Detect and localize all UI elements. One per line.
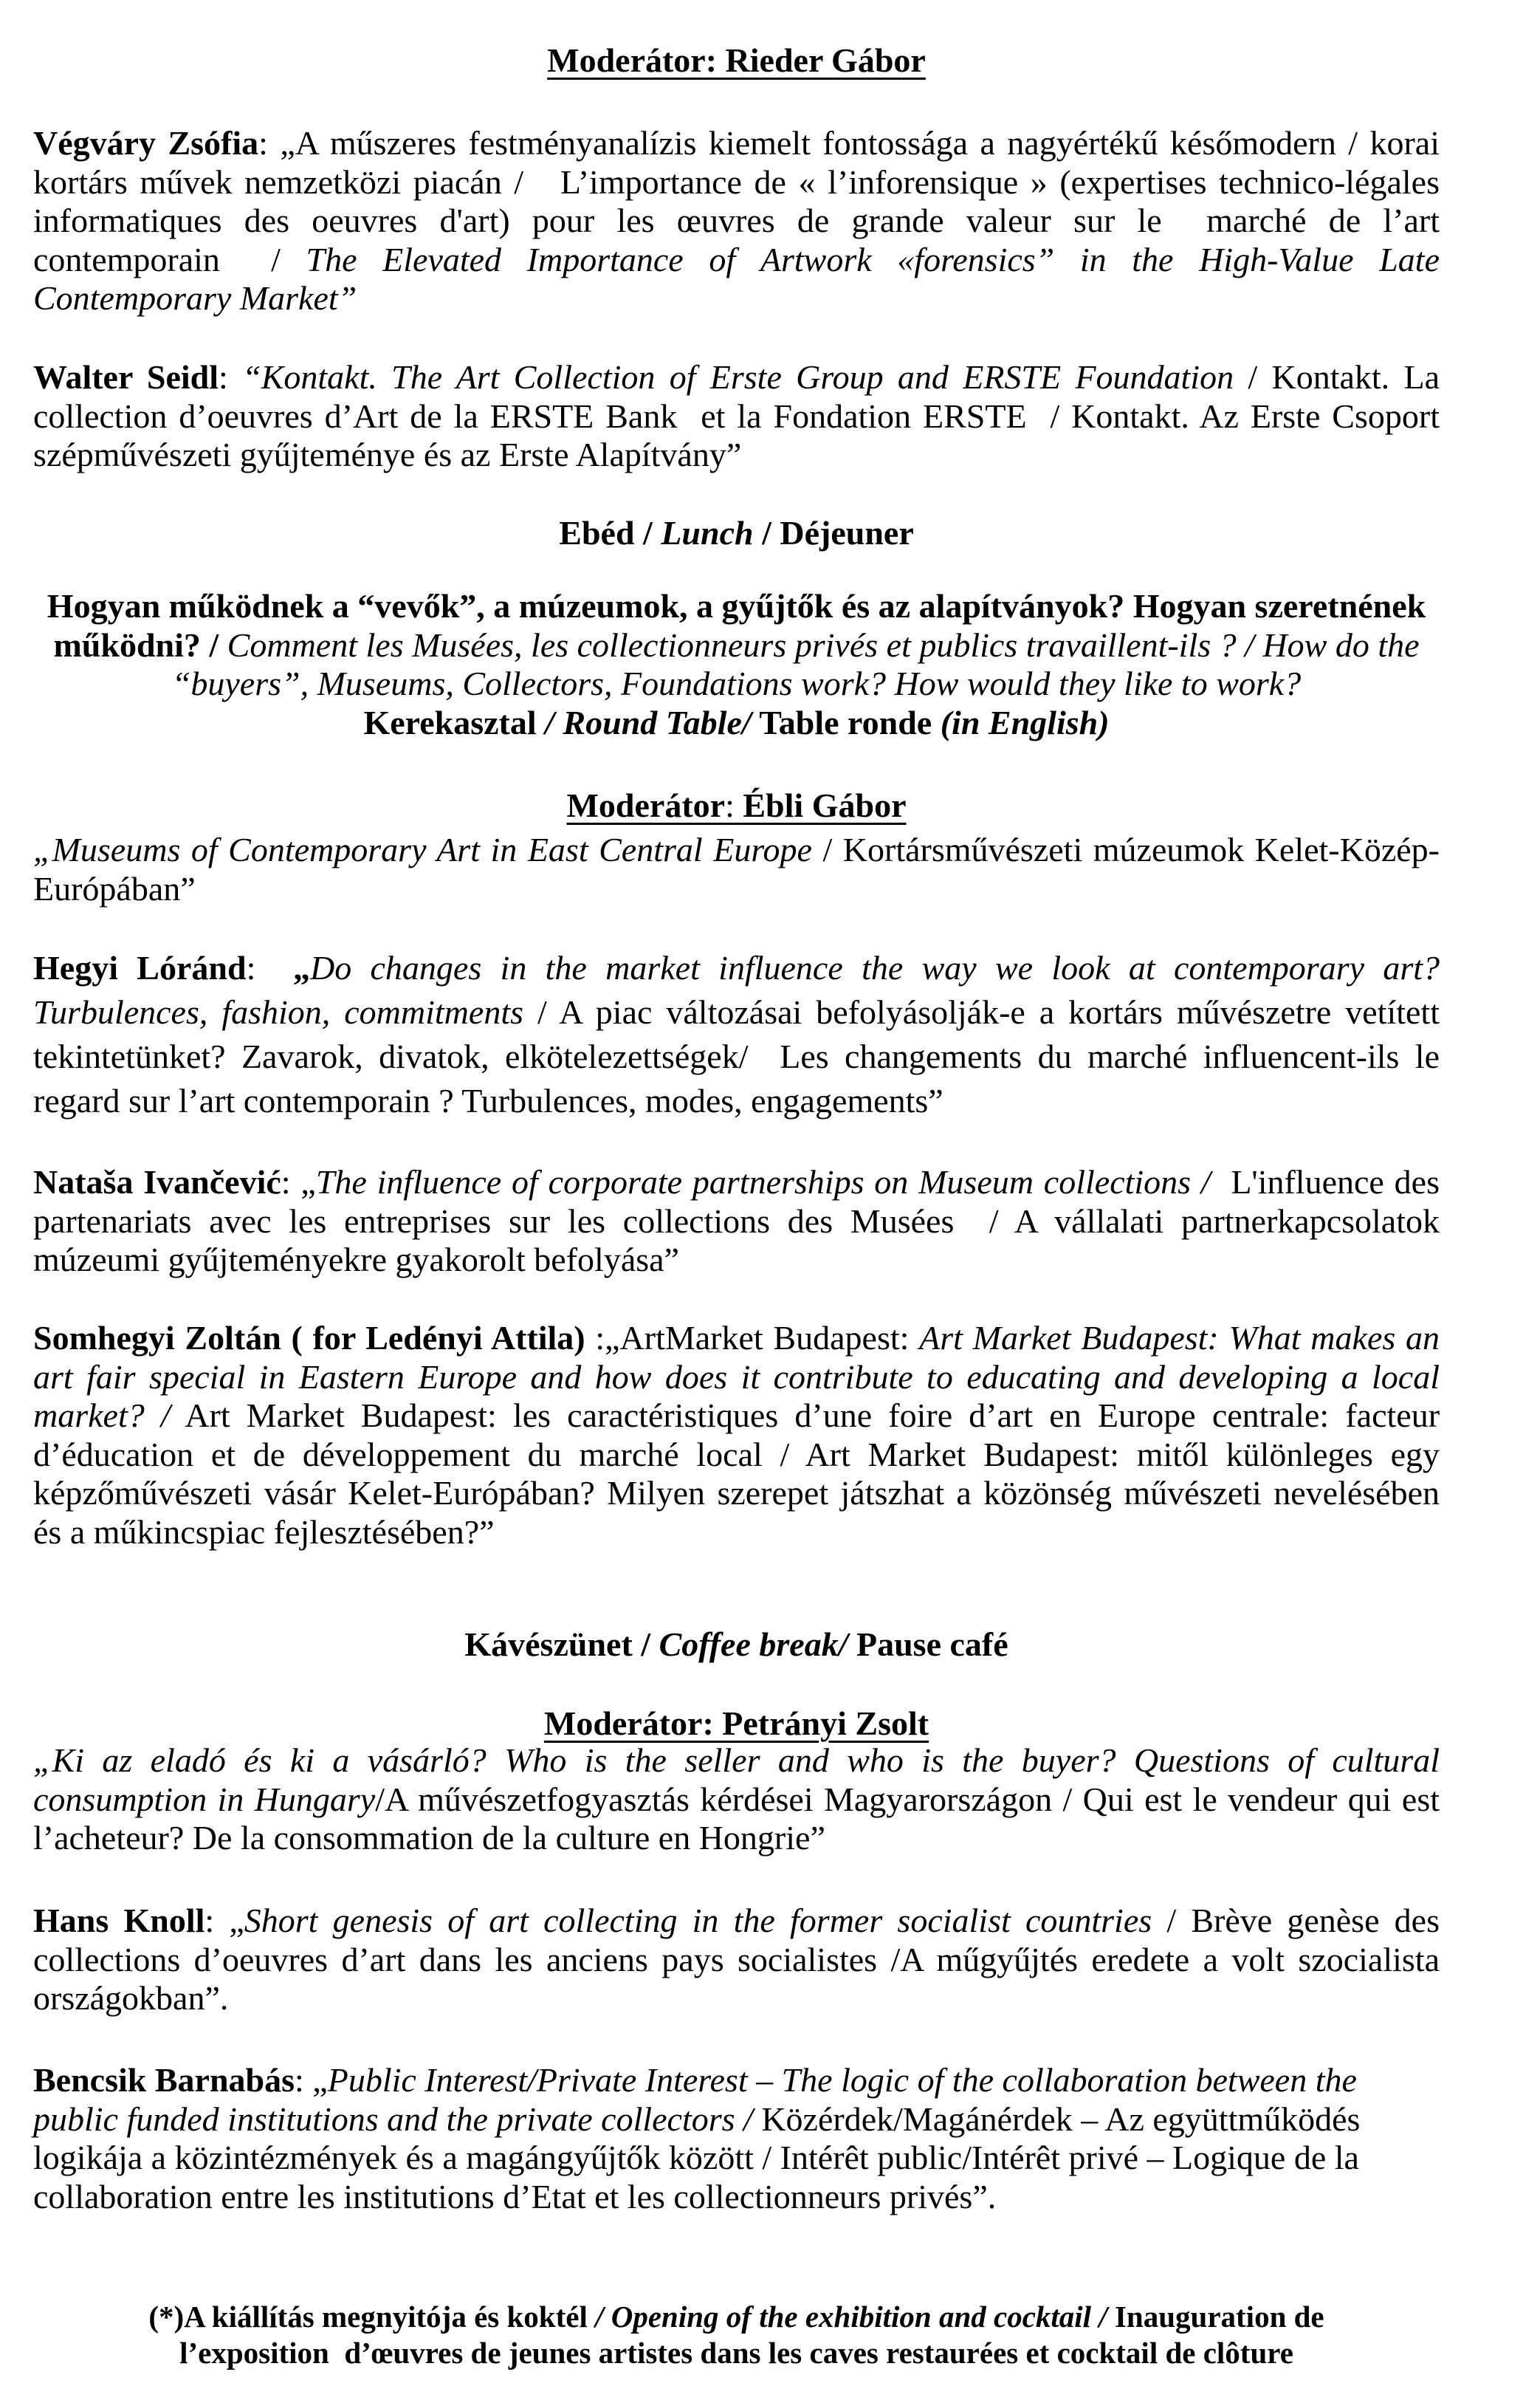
talk-bencsik — [33, 2061, 1440, 2216]
talk-museums — [33, 831, 1440, 908]
text-run: : — [219, 358, 243, 396]
text-line — [33, 124, 1440, 163]
text-run: / Brève genèse des — [1152, 1902, 1440, 1939]
text-run: : — [246, 949, 293, 987]
bold-text: / Opening of the exhibition and cocktail / — [595, 2300, 1107, 2334]
text-run: / Kontakt. La — [1234, 358, 1440, 396]
text-line — [33, 626, 1440, 665]
italic-text: market? / — [33, 1396, 171, 1434]
text-line — [33, 358, 1440, 397]
bold-text: l’exposition d’œuvres de jeunes artistes dans les caves restaurées et cocktail de clôture — [179, 2336, 1293, 2370]
italic-text: The influence of corporate partnerships on Museum collections / — [315, 1163, 1211, 1201]
bold-text: / Round Table/ — [545, 703, 752, 741]
bold-text: Walter Seidl — [33, 358, 219, 396]
text-line — [33, 2061, 1440, 2100]
coffee-break-heading — [33, 1625, 1440, 1665]
talk-seller-buyer — [33, 1741, 1440, 1858]
bold-text: Pause café — [848, 1625, 1008, 1663]
text-line — [33, 514, 1440, 553]
text-line — [33, 1474, 1440, 1513]
text-line — [33, 41, 1440, 80]
text-line — [33, 2178, 1440, 2217]
bold-text: „ — [292, 949, 310, 987]
bold-text: Table ronde — [751, 703, 941, 741]
text-run: és a műkincspiac fejlesztésében?” — [33, 1512, 495, 1551]
bold-text: Kávészünet / — [464, 1625, 659, 1663]
text-run: informatiques des oeuvres d'art) pour les œuvres de grande valeur sur le marché de l’art — [33, 202, 1440, 239]
talk-ivancevic — [33, 1163, 1440, 1280]
text-run: partenariats avec les entreprises sur les collections des Musées / A vállalati partnerkapcsolatok — [33, 1202, 1440, 1240]
text-line — [33, 241, 1440, 280]
text-run: collaboration entre les institutions d’Etat et les collectionneurs privés”. — [33, 2177, 997, 2215]
bold-text: (*)A kiállítás megnyitója és koktél — [148, 2300, 596, 2334]
text-line — [33, 1625, 1440, 1665]
text-run: / Kortársművészeti múzeumok Kelet-Közép- — [811, 831, 1440, 868]
text-run: L'influence des — [1210, 1163, 1440, 1201]
bold-text: (in English) — [940, 703, 1110, 741]
italic-text: public funded institutions and the private collectors / — [33, 2099, 753, 2138]
italic-text: “Kontakt. The Art Collection of Erste Group and ERSTE Foundation — [242, 358, 1234, 396]
text-line — [33, 163, 1440, 202]
text-run: országokban”. — [33, 1979, 229, 2017]
text-line — [33, 397, 1440, 436]
text-run: Európában” — [33, 869, 196, 908]
text-run: : „ — [295, 2061, 328, 2099]
text-run: : — [725, 786, 743, 824]
text-line — [33, 1241, 1440, 1280]
text-run: képzőművészeti vásár Kelet-Európában? Milyen szerepet játszhat a közönség művészeti nevelésében — [33, 1474, 1440, 1512]
italic-text: consumption in Hungary — [33, 1780, 376, 1818]
text-run: : „ — [204, 1902, 244, 1939]
text-line — [33, 990, 1440, 1035]
text-line — [33, 1035, 1440, 1079]
text-line — [33, 2335, 1440, 2370]
text-line — [33, 1202, 1440, 1241]
moderator-heading-ebli — [33, 786, 1440, 826]
italic-text: Turbulences, fashion, commitments — [33, 993, 523, 1031]
italic-text: Comment les Musées, les collectionneurs privés et publics travaillent-ils ? / How do the — [227, 625, 1420, 664]
bold-text: Hegyi Lóránd — [33, 949, 247, 987]
text-line — [33, 1513, 1440, 1552]
text-line — [33, 436, 1440, 475]
bold-text: Moderátor — [566, 786, 726, 824]
moderator-heading-petranyi — [33, 1704, 1440, 1744]
moderator-heading-rieder — [33, 41, 1440, 80]
talk-seidl — [33, 358, 1440, 475]
bold-text: Hogyan működnek a “vevők”, a múzeumok, a gyűjtők és az alapítványok? Hogyan szeretnének — [47, 587, 1426, 625]
text-line — [33, 1780, 1440, 1820]
italic-text: Art Market Budapest: What makes an — [919, 1319, 1440, 1357]
text-line — [33, 870, 1440, 909]
bold-text: Lunch — [661, 514, 754, 552]
bold-text: Bencsik Barnabás — [33, 2061, 295, 2099]
text-line — [33, 704, 1440, 743]
italic-text: “buyers”, Museums, Collectors, Foundations work? How would they like to work? — [171, 665, 1302, 702]
bold-text: Moderátor: Petrányi Zsolt — [543, 1704, 929, 1742]
text-run: /A művészetfogyasztás kérdései Magyarországon / Qui est le vendeur qui est — [375, 1780, 1440, 1818]
text-line — [33, 1396, 1440, 1436]
text-run: Közérdek/Magánérdek – Az együttműködés — [752, 2099, 1361, 2138]
text-run: múzeumi gyűjteményekre gyakorolt befolyása” — [33, 1241, 679, 1278]
italic-text: The Elevated Importance of Artwork «forensics” in the High-Value Late — [306, 240, 1440, 278]
text-line — [33, 1741, 1440, 1780]
text-line — [33, 1902, 1440, 1941]
text-run: logikája a közintézmények és a magángyűjtők között / Intérêt public/Intérêt privé – Logique de la — [33, 2139, 1359, 2176]
text-run: collections d’oeuvres d’art dans les anciens pays socialistes /A műgyűjtés eredete a volt szocialista — [33, 1940, 1440, 1978]
text-line — [33, 587, 1440, 626]
italic-text: Do changes in the market influence the way we look at contemporary art? — [309, 949, 1440, 987]
text-run: : „ — [281, 1163, 316, 1201]
text-line — [33, 1979, 1440, 2018]
talk-hegyi — [33, 946, 1440, 1123]
italic-text: Contemporary Market” — [33, 279, 357, 317]
text-line — [33, 1704, 1440, 1744]
text-line — [33, 1319, 1440, 1358]
bold-text: Ébli Gábor — [743, 786, 907, 824]
bold-text: Inauguration de — [1107, 2300, 1324, 2334]
text-line — [33, 1163, 1440, 1202]
italic-text: „Ki az eladó és ki a vásárló? Who is the seller and who is the buyer? Questions of cultural — [33, 1741, 1440, 1779]
round-table-heading — [33, 587, 1440, 742]
text-line — [33, 2100, 1440, 2139]
italic-text: Short genesis of art collecting in the former socialist countries — [244, 1902, 1152, 1939]
text-line — [33, 1819, 1440, 1858]
text-run: :„ArtMarket Budapest: — [585, 1319, 920, 1357]
text-run: kortárs művek nemzetközi piacán / L’importance de « l’inforensique » (expertises technico-légales — [33, 162, 1440, 201]
bold-text: Nataša Ivančević — [33, 1163, 281, 1201]
talk-somhegyi — [33, 1319, 1440, 1552]
bold-text: Somhegyi Zoltán ( for Ledényi Attila) — [33, 1319, 585, 1357]
text-line — [33, 946, 1440, 990]
text-line — [33, 1358, 1440, 1397]
italic-text: Public Interest/Private Interest – The logic of the collaboration between the — [327, 2061, 1357, 2099]
italic-text: „Museums of Contemporary Art in East Central Europe — [33, 831, 812, 868]
bold-text: Végváry Zsófia — [33, 124, 259, 162]
text-run: l’acheteur? De la consommation de la culture en Hongrie” — [33, 1819, 825, 1857]
bold-text: Hans Knoll — [33, 1902, 205, 1939]
text-line — [33, 2299, 1440, 2335]
text-run: Art Market Budapest: les caractéristiques d’une foire d’art en Europe centrale: facteur — [170, 1396, 1440, 1434]
exhibition-opening-note — [33, 2299, 1440, 2370]
text-line — [33, 1941, 1440, 1980]
lunch-heading — [33, 514, 1440, 553]
bold-text: Kerekasztal — [363, 703, 546, 741]
text-run: / A piac változásai befolyásolják-e a kortárs művészetre vetített — [523, 993, 1440, 1031]
text-line — [33, 786, 1440, 826]
talk-knoll — [33, 1902, 1440, 2018]
text-line — [33, 1436, 1440, 1475]
italic-text: art fair special in Eastern Europe and how does it contribute to educating and developing a local — [33, 1357, 1440, 1396]
text-line — [33, 1079, 1440, 1123]
text-run: regard sur l’art contemporain ? Turbulences, modes, engagements” — [33, 1082, 943, 1120]
text-line — [33, 202, 1440, 241]
text-run: szépművészeti gyűjteménye és az Erste Alapítvány” — [33, 436, 742, 473]
text-line — [33, 279, 1440, 318]
text-line — [33, 831, 1440, 870]
text-run: collection d’oeuvres d’Art de la ERSTE Bank et la Fondation ERSTE / Kontakt. Az Erste Csoport — [33, 397, 1440, 435]
text-run: contemporain / — [33, 240, 306, 278]
bold-text: Moderátor: Rieder Gábor — [547, 41, 926, 79]
bold-text: Ebéd / — [559, 514, 661, 552]
bold-text: / Déjeuner — [753, 514, 914, 552]
bold-text: működni? / — [53, 625, 227, 664]
text-run: d’éducation et de développement du marché local / Art Market Budapest: mitől különleges egy — [33, 1435, 1440, 1473]
text-line — [33, 2139, 1440, 2178]
bold-text: Coffee break/ — [659, 1625, 848, 1663]
text-run: : „A műszeres festményanalízis kiemelt fontossága a nagyértékű későmodern / korai — [258, 124, 1440, 162]
text-line — [33, 665, 1440, 704]
text-run: tekintetünket? Zavarok, divatok, elkötelezettségek/ Les changements du marché influencent-ils le — [33, 1038, 1440, 1075]
talk-vegvary — [33, 124, 1440, 318]
